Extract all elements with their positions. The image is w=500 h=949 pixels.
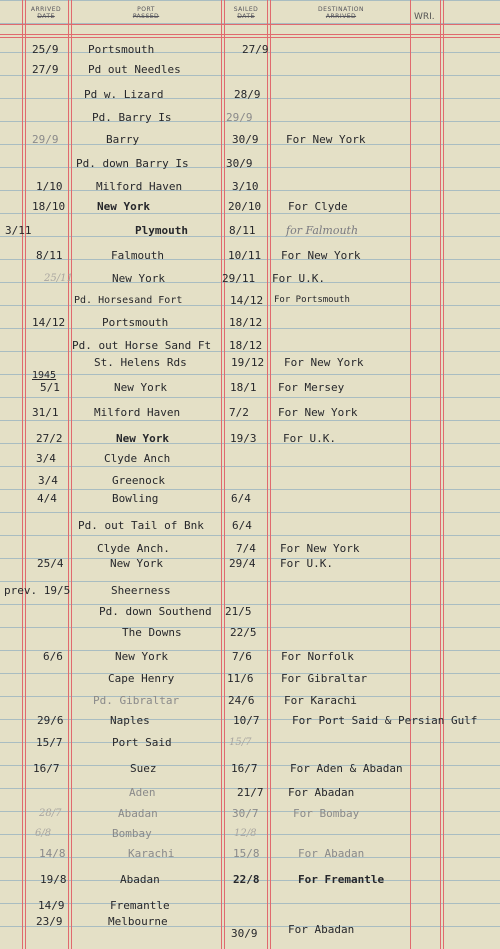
sailed-date: 22/5: [230, 626, 257, 639]
port-name: Pd. out Horse Sand Ft: [72, 339, 212, 352]
header-arrived: [24, 6, 68, 20]
header-wri: WRI.: [414, 12, 435, 22]
arrived-date: 15/7: [36, 736, 63, 749]
arrived-date: 25/4: [37, 557, 64, 570]
header-arrived-bottom: DATE: [37, 13, 55, 20]
arrived-date: 16/7: [33, 762, 60, 775]
arrived-date: 25/11: [44, 273, 73, 284]
arrived-date: 8/11: [36, 249, 63, 262]
rule-line: [221, 0, 222, 949]
port-name: Portsmouth: [88, 43, 155, 56]
sailed-date: 11/6: [227, 672, 254, 685]
port-name: New York: [97, 200, 150, 213]
port-name: Milford Haven: [94, 406, 181, 419]
port-name: Sheerness: [111, 584, 171, 597]
port-name: Pd w. Lizard: [84, 88, 164, 101]
header-port-top: PORT: [137, 6, 155, 13]
arrived-date: 3/4: [36, 452, 56, 465]
header-rule: [0, 24, 500, 25]
destination: For Fremantle: [298, 873, 385, 886]
arrived-date: 6/6: [43, 650, 63, 663]
arrived-date: 14/8: [39, 847, 66, 860]
header-destination-bottom: ARRIVED: [325, 13, 357, 20]
port-name: Milford Haven: [96, 180, 183, 193]
sailed-date: 19/12: [231, 356, 265, 369]
destination: For Bombay: [293, 807, 360, 820]
port-name: New York: [114, 381, 167, 394]
sailed-date: 29/9: [226, 111, 253, 124]
header-port-bottom: PASSED: [132, 13, 160, 20]
arrived-date: 1/10: [36, 180, 63, 193]
sailed-date: 30/9: [231, 927, 258, 940]
arrived-date: 23/9: [36, 915, 63, 928]
sailed-date: 24/6: [228, 694, 255, 707]
header-rule: [0, 37, 500, 38]
port-name: Greenock: [112, 474, 165, 487]
destination: For New York: [284, 356, 364, 369]
header-sailed-top: SAILED: [233, 6, 259, 13]
arrived-date: 27/2: [36, 432, 63, 445]
port-name: Abadan: [120, 873, 160, 886]
arrived-date: 3/4: [38, 474, 58, 487]
port-name: Plymouth: [135, 224, 188, 237]
port-name: New York: [110, 557, 163, 570]
sailed-date: 30/7: [232, 807, 259, 820]
arrived-date: 29/6: [37, 714, 64, 727]
sailed-date: 6/4: [232, 519, 252, 532]
destination: For Gibraltar: [281, 672, 368, 685]
header-arrived-top: ARRIVED: [30, 6, 62, 13]
header-destination-top: DESTINATION: [318, 6, 364, 13]
sailed-date: 18/1: [230, 381, 257, 394]
destination: For U.K.: [272, 272, 325, 285]
port-name: Suez: [130, 762, 157, 775]
arrived-date: 18/10: [32, 200, 66, 213]
sailed-date: 18/12: [229, 339, 263, 352]
arrived-date: 5/1: [40, 381, 60, 394]
port-name: Cape Henry: [108, 672, 175, 685]
destination: For Abadan: [298, 847, 365, 860]
header-sailed: [225, 6, 267, 20]
port-name: Karachi: [128, 847, 175, 860]
port-name: Aden: [129, 786, 156, 799]
destination: For Clyde: [288, 200, 348, 213]
sailed-date: 22/8: [233, 873, 260, 886]
year-note: 1945: [32, 370, 57, 381]
sailed-date: 15/7: [229, 737, 252, 748]
destination: For Port Said & Persian Gulf: [292, 714, 478, 727]
port-name: Pd out Needles: [88, 63, 181, 76]
port-name: Falmouth: [111, 249, 164, 262]
destination: For New York: [278, 406, 358, 419]
destination: For Mersey: [278, 381, 345, 394]
sailed-date: 29/4: [229, 557, 256, 570]
destination: For New York: [281, 249, 361, 262]
sailed-date: 10/11: [228, 249, 262, 262]
sailed-date: 7/4: [236, 542, 256, 555]
arrived-date: 25/9: [32, 43, 59, 56]
port-name: St. Helens Rds: [94, 356, 187, 369]
port-name: Fremantle: [110, 899, 170, 912]
port-name: Port Said: [112, 736, 172, 749]
rule-line: [270, 0, 271, 949]
port-name: Pd. down Barry Is: [76, 157, 189, 170]
sailed-date: 8/11: [229, 224, 256, 237]
sailed-date: 10/7: [233, 714, 260, 727]
rule-line: [25, 0, 26, 949]
arrived-date: 19/8: [40, 873, 67, 886]
port-name: New York: [115, 650, 168, 663]
port-name: New York: [116, 432, 169, 445]
port-name: Pd. Gibraltar: [93, 694, 180, 707]
rule-line: [68, 0, 69, 949]
sailed-date: 7/2: [229, 406, 249, 419]
port-name: Barry: [106, 133, 140, 146]
sailed-date: 16/7: [231, 762, 258, 775]
arrived-date: 31/1: [32, 406, 59, 419]
sailed-date: 3/10: [232, 180, 259, 193]
arrived-date: prev. 19/5: [4, 584, 71, 597]
sailed-date: 12/8: [234, 828, 257, 839]
port-name: Pd. down Southend: [99, 605, 212, 618]
destination: For Aden & Abadan: [290, 762, 403, 775]
sailed-date: 7/6: [232, 650, 252, 663]
port-name: Melbourne: [108, 915, 168, 928]
destination: For U.K.: [280, 557, 333, 570]
sailed-date: 27/9: [242, 43, 269, 56]
sailed-date: 30/9: [226, 157, 253, 170]
arrived-date: 14/9: [38, 899, 65, 912]
arrived-date: 28/7: [39, 808, 62, 819]
header-sailed-bottom: DATE: [237, 13, 255, 20]
port-name: New York: [112, 272, 165, 285]
sailed-date: 20/10: [228, 200, 262, 213]
port-name: Pd. out Tail of Bnk: [78, 519, 204, 532]
sailed-date: 6/4: [231, 492, 251, 505]
header-rule: [0, 34, 500, 35]
destination: For Portsmouth: [274, 295, 350, 305]
rule-line: [443, 0, 444, 949]
port-name: Clyde Anch.: [97, 542, 170, 555]
destination: For Abadan: [288, 923, 355, 936]
arrived-date: 27/9: [32, 63, 59, 76]
destination: For U.K.: [283, 432, 336, 445]
sailed-date: 14/12: [230, 294, 264, 307]
port-name: Portsmouth: [102, 316, 169, 329]
arrived-date: 14/12: [32, 316, 66, 329]
sailed-date: 21/7: [237, 786, 264, 799]
sailed-date: 28/9: [234, 88, 261, 101]
port-name: Pd. Barry Is: [92, 111, 172, 124]
rule-line: [267, 0, 268, 949]
port-name: Clyde Anch: [104, 452, 171, 465]
arrived-date: 4/4: [37, 492, 57, 505]
destination: For New York: [280, 542, 360, 555]
arrived-date: 6/8: [35, 828, 52, 839]
destination: For Norfolk: [281, 650, 354, 663]
port-name: Pd. Horsesand Fort: [74, 295, 183, 306]
port-name: Abadan: [118, 807, 158, 820]
port-name: Naples: [110, 714, 150, 727]
port-name: The Downs: [122, 626, 182, 639]
sailed-date: 19/3: [230, 432, 257, 445]
sailed-date: 21/5: [225, 605, 252, 618]
port-name: Bowling: [112, 492, 159, 505]
sailed-date: 15/8: [233, 847, 260, 860]
sailed-date: 29/11: [222, 272, 256, 285]
rule-line: [71, 0, 72, 949]
header-port: [72, 6, 220, 20]
rule-line: [410, 0, 411, 949]
sailed-date: 30/9: [232, 133, 259, 146]
destination: For Karachi: [284, 694, 357, 707]
port-name: Bombay: [112, 827, 152, 840]
arrived-date: 29/9: [32, 133, 59, 146]
destination: for Falmouth: [286, 224, 359, 237]
sailed-date: 18/12: [229, 316, 263, 329]
header-destination: [272, 6, 410, 20]
rule-line: [224, 0, 225, 949]
destination: For Abadan: [288, 786, 355, 799]
destination: For New York: [286, 133, 366, 146]
rule-line: [440, 0, 441, 949]
arrived-date: 3/11: [5, 224, 32, 237]
rule-line: [22, 0, 23, 949]
